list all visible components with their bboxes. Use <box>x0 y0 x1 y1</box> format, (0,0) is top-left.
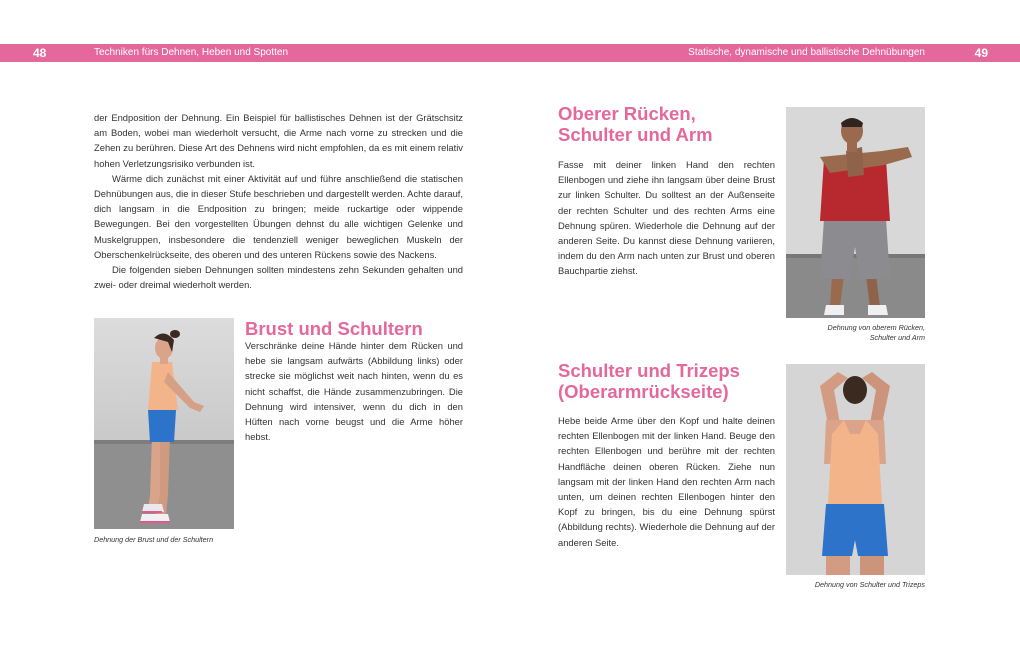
triceps-section-title <box>558 360 740 402</box>
triceps-stretch-photo <box>786 364 925 575</box>
chest-section-title: Brust und Schultern <box>245 318 423 339</box>
running-header <box>0 44 1020 62</box>
upper-back-section-title <box>558 103 713 145</box>
left-running-title: Techniken fürs Dehnen, Heben und Spotten <box>94 47 289 58</box>
upper-back-section-text <box>558 157 775 279</box>
upper-back-caption-line2: Schulter und Arm <box>869 333 925 342</box>
chest-section-text <box>245 338 463 444</box>
upper-back-stretch-photo <box>786 107 925 318</box>
woman-back-stretch-illustration <box>786 364 925 575</box>
woman-stretch-illustration <box>94 318 234 529</box>
right-page-number: 49 <box>974 46 988 60</box>
chest-section-paragraph: Verschränke deine Hände hinter dem Rücken und hebe sie langsam aufwärts (Abbildung links) oder strecke sie möglichst weit nach hinten, wenn du es nicht schaffst, die Hände zusammenzubringen. Die Dehnung wird intensiver, wenn du dich in den Hüften nach vorne beugst und die Arme höher hebst. <box>245 340 463 443</box>
triceps-section-text <box>558 413 775 550</box>
triceps-section-paragraph: Hebe beide Arme über den Kopf und halte deinen rechten Ellenbogen mit der linken Hand. Beuge den rechten Ellenbogen und berühre mit der rechten Handfläche deinen oberen Rücken. Ziehe nun langsam mit der linken Hand den rechten Arm nach unten, um deinen rechten Ellenbogen hinter den Kopf zu bringen, bis du eine Dehnung spürst (Abbildung rechts). Wiederhole die Dehnung auf der anderen Seite. <box>558 415 775 548</box>
upper-back-section-paragraph: Fasse mit deiner linken Hand den rechten Ellenbogen und ziehe ihn langsam über deine Brust zur linken Schulter. Du solltest an der Außenseite der rechten Schulter und des rechten Arms eine Dehnung spüren. Wiederhole die Dehnung auf der anderen Seite. Du kannst diese Dehnung variieren, indem du den Arm nach unten zur Brust und oberen Bauchpartie ziehst. <box>558 159 775 277</box>
intro-paragraph: Die folgenden sieben Dehnungen sollten mindestens zehn Sekunden gehalten und zwei- oder dreimal wiederholt werden. <box>94 264 463 291</box>
intro-text <box>94 110 463 292</box>
triceps-caption: Dehnung von Schulter und Trizeps <box>814 580 925 589</box>
intro-paragraph: der Endposition der Dehnung. Ein Beispiel für ballistisches Dehnen ist der Grätschsitz am Boden, wobei man wiederholt versucht, die Arme nach vorne zu strecken und die Zehen zu berühren. Diese Art des Dehnens wird nicht empfohlen, da es mit einem relativ hohen Verletzungsrisiko verbunden ist. <box>94 112 463 169</box>
upper-back-title-line1: Oberer Rücken, <box>558 103 696 124</box>
triceps-title-line1: Schulter und Trizeps <box>558 360 740 381</box>
man-stretch-illustration <box>786 107 925 318</box>
intro-paragraph: Wärme dich zunächst mit einer Aktivität auf und führe anschließend die statischen Dehnübungen aus, die in dieser Stufe beschrieben und dargestellt werden. Achte darauf, dich langsam in die Endposition zu bringen; meide ruckartige oder wippende Bewegungen. Bei den vorgestellten Übungen dehnst du alle wichtigen Gelenke und Muskelgruppen, insbesondere die tendenziell weniger beweglichen Muskeln der Oberschenkelrückseite, des oberen und des unteren Rückens sowie des Nackens. <box>94 172 463 260</box>
chest-stretch-caption: Dehnung der Brust und der Schultern <box>94 535 214 544</box>
left-page-number: 48 <box>33 46 47 60</box>
upper-back-title-line2: Schulter und Arm <box>558 124 713 145</box>
right-running-title: Statische, dynamische und ballistische Dehnübungen <box>688 47 925 58</box>
upper-back-caption <box>740 323 925 343</box>
chest-stretch-photo <box>94 318 234 529</box>
triceps-title-line2: (Oberarmrückseite) <box>558 381 729 402</box>
upper-back-caption-line1: Dehnung von oberem Rücken, <box>827 323 925 332</box>
